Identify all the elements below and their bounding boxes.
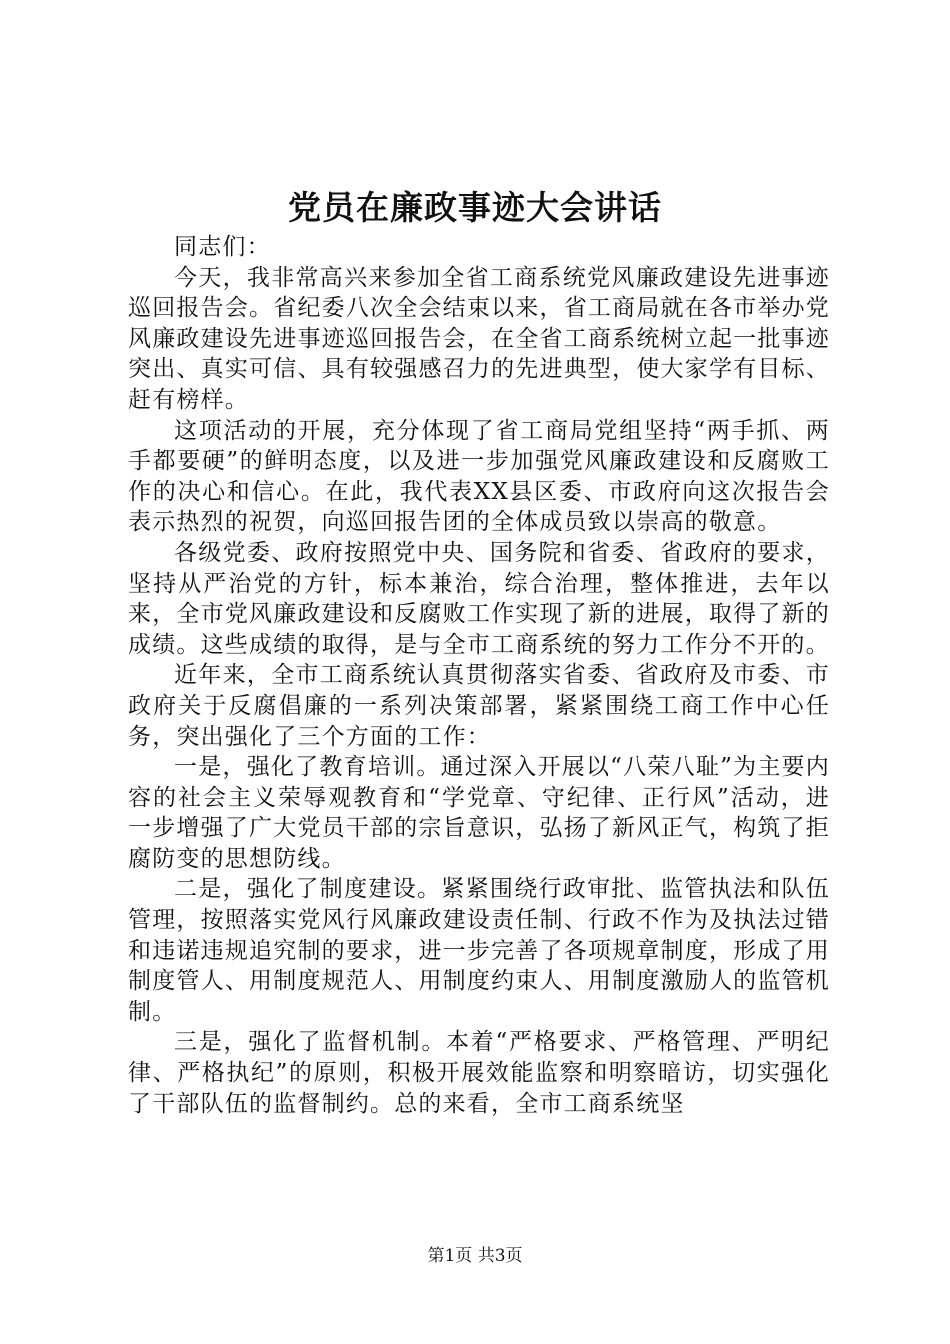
paragraph-4: 近年来，全市工商系统认真贯彻落实省委、省政府及市委、市政府关于反腐倡廉的一系列决策部署，紧紧围绕工商工作中心任务，突出强化了三个方面的工作： bbox=[128, 662, 830, 750]
document-body bbox=[128, 232, 830, 1119]
paragraph-7: 三是，强化了监督机制。本着“严格要求、严格管理、严明纪律、严格执纪”的原则，积极开展效能监察和明察暗访，切实强化了干部队伍的监督制约。总的来看，全市工商系统坚 bbox=[128, 1029, 830, 1117]
document-title: 党员在廉政事迹大会讲话 bbox=[288, 188, 662, 227]
salutation: 同志们： bbox=[174, 234, 271, 260]
paragraph-2: 这项活动的开展，充分体现了省工商局党组坚持“两手抓、两手都要硬”的鲜明态度，以及进一步加强党风廉政建设和反腐败工作的决心和信心。在此，我代表XX县区委、市政府向这次报告会表示热烈的祝贺，向巡回报告团的全体成员致以崇高的敬意。 bbox=[128, 417, 830, 536]
paragraph-5: 一是，强化了教育培训。通过深入开展以“八荣八耻”为主要内容的社会主义荣辱观教育和“学党章、守纪律、正行风”活动，进一步增强了广大党员干部的宗旨意识，弘扬了新风正气，构筑了拒腐防变的思想防线。 bbox=[128, 754, 830, 872]
paragraph-6: 二是，强化了制度建设。紧紧围绕行政审批、监管执法和队伍管理，按照落实党风行风廉政建设责任制、行政不作为及执法过错和违诺违规追究制的要求，进一步完善了各项规章制度，形成了用制度管人、用制度规范人、用制度约束人、用制度激励人的监管机制。 bbox=[128, 876, 830, 1025]
page-footer: 第1页 共3页 bbox=[427, 1246, 523, 1266]
paragraph-1: 今天，我非常高兴来参加全省工商系统党风廉政建设先进事迹巡回报告会。省纪委八次全会结束以来，省工商局就在各市举办党风廉政建设先进事迹巡回报告会，在全省工商系统树立起一批事迹突出、真实可信、具有较强感召力的先进典型，使大家学有目标、赶有榜样。 bbox=[128, 264, 830, 413]
paragraph-3: 各级党委、政府按照党中央、国务院和省委、省政府的要求，坚持从严治党的方针，标本兼治，综合治理，整体推进，去年以来，全市党风廉政建设和反腐败工作实现了新的进展，取得了新的成绩。这些成绩的取得，是与全市工商系统的努力工作分不开的。 bbox=[128, 539, 830, 658]
